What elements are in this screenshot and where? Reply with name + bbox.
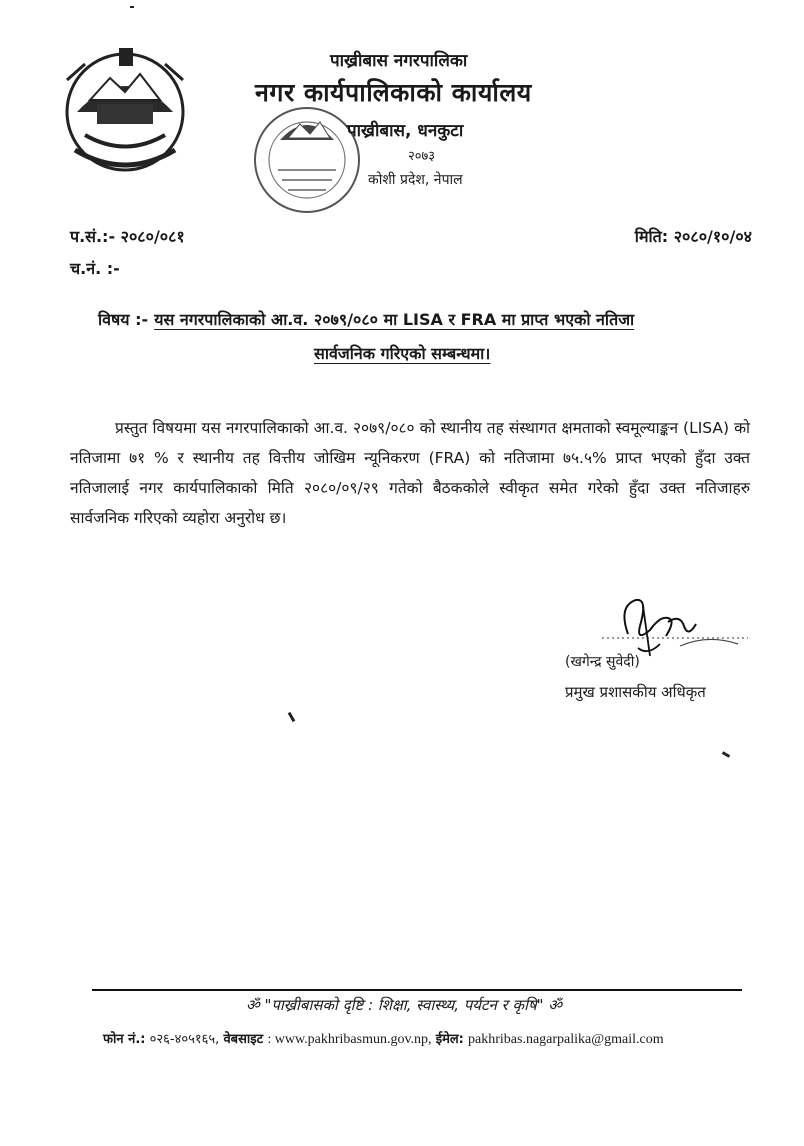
establishment-year: २०७३ (408, 149, 436, 164)
subject-text-line2: सार्वजनिक गरिएको सम्बन्धमा। (314, 344, 491, 363)
phone-number: ०२६-४०५१६५, (149, 1032, 220, 1047)
body-paragraph: प्रस्तुत विषयमा यस नगरपालिकाको आ.व. २०७९/०८० को स्थानीय तह संस्थागत क्षमताको स्वमूल्याङ्कन (LISA) को नतिजामा ७१ % र स्थानीय तह वित्तीय जोखिम न्यूनिकरण (FRA) को नतिजामा ७५.५% प्राप्त भएको हुँदा उक्त नतिजालाई नगर कार्यपालिकाको मिति २०८०/०९/२९ गतेको बैठककोले स्वीकृत समेत गरेको हुँदा उक्त नतिजाहरु सार्वजनिक गरिएको व्यहोरा अनुरोध छ। (70, 419, 750, 527)
signatory-title: प्रमुख प्रशासकीय अधिकृत (565, 683, 706, 701)
phone-label: फोन नं.: (103, 1032, 146, 1047)
municipality-name: पाख्रीबास नगरपालिका (330, 51, 468, 71)
footer-contact (103, 1029, 664, 1048)
office-title: नगर कार्यपालिकाको कार्यालय (255, 78, 532, 107)
letter-date: मिति: २०८०/१०/०४ (634, 227, 752, 246)
subject-label: विषय :- (98, 310, 149, 329)
subject-line (98, 308, 634, 330)
signatory-name: (खगेन्द्र सुवेदी) (565, 654, 640, 670)
scan-speck (130, 6, 134, 8)
office-address: पाख्रीबास, धनकुटा (347, 121, 464, 141)
letter-body (70, 413, 750, 533)
subject-text-line1: यस नगरपालिकाको आ.व. २०७९/०८० मा LISA र FRA मा प्राप्त भएको नतिजा (154, 310, 635, 329)
motto-text: "पाख्रीबासको दृष्टि : शिक्षा, स्वास्थ्य, पर्यटन र कृषि" (264, 996, 544, 1014)
province-country: कोशी प्रदेश, नेपाल (368, 172, 463, 188)
dispatch-number: च.नं. :- (70, 259, 120, 278)
nepal-emblem-logo (55, 40, 195, 175)
scan-speck (722, 751, 730, 758)
letter-reference-number: प.सं.:- २०८०/०८१ (70, 227, 185, 246)
scan-speck (288, 712, 296, 722)
website-label: वेबसाइट (223, 1032, 264, 1047)
footer-motto (246, 995, 562, 1015)
email-link[interactable]: pakhribas.nagarpalika@gmail.com (468, 1032, 664, 1047)
footer-divider (92, 989, 742, 991)
om-icon: ॐ (543, 996, 562, 1014)
om-icon: ॐ (246, 996, 265, 1014)
website-link[interactable]: : www.pakhribasmun.gov.np, (267, 1032, 432, 1047)
email-label: ईमेल: (435, 1032, 464, 1047)
